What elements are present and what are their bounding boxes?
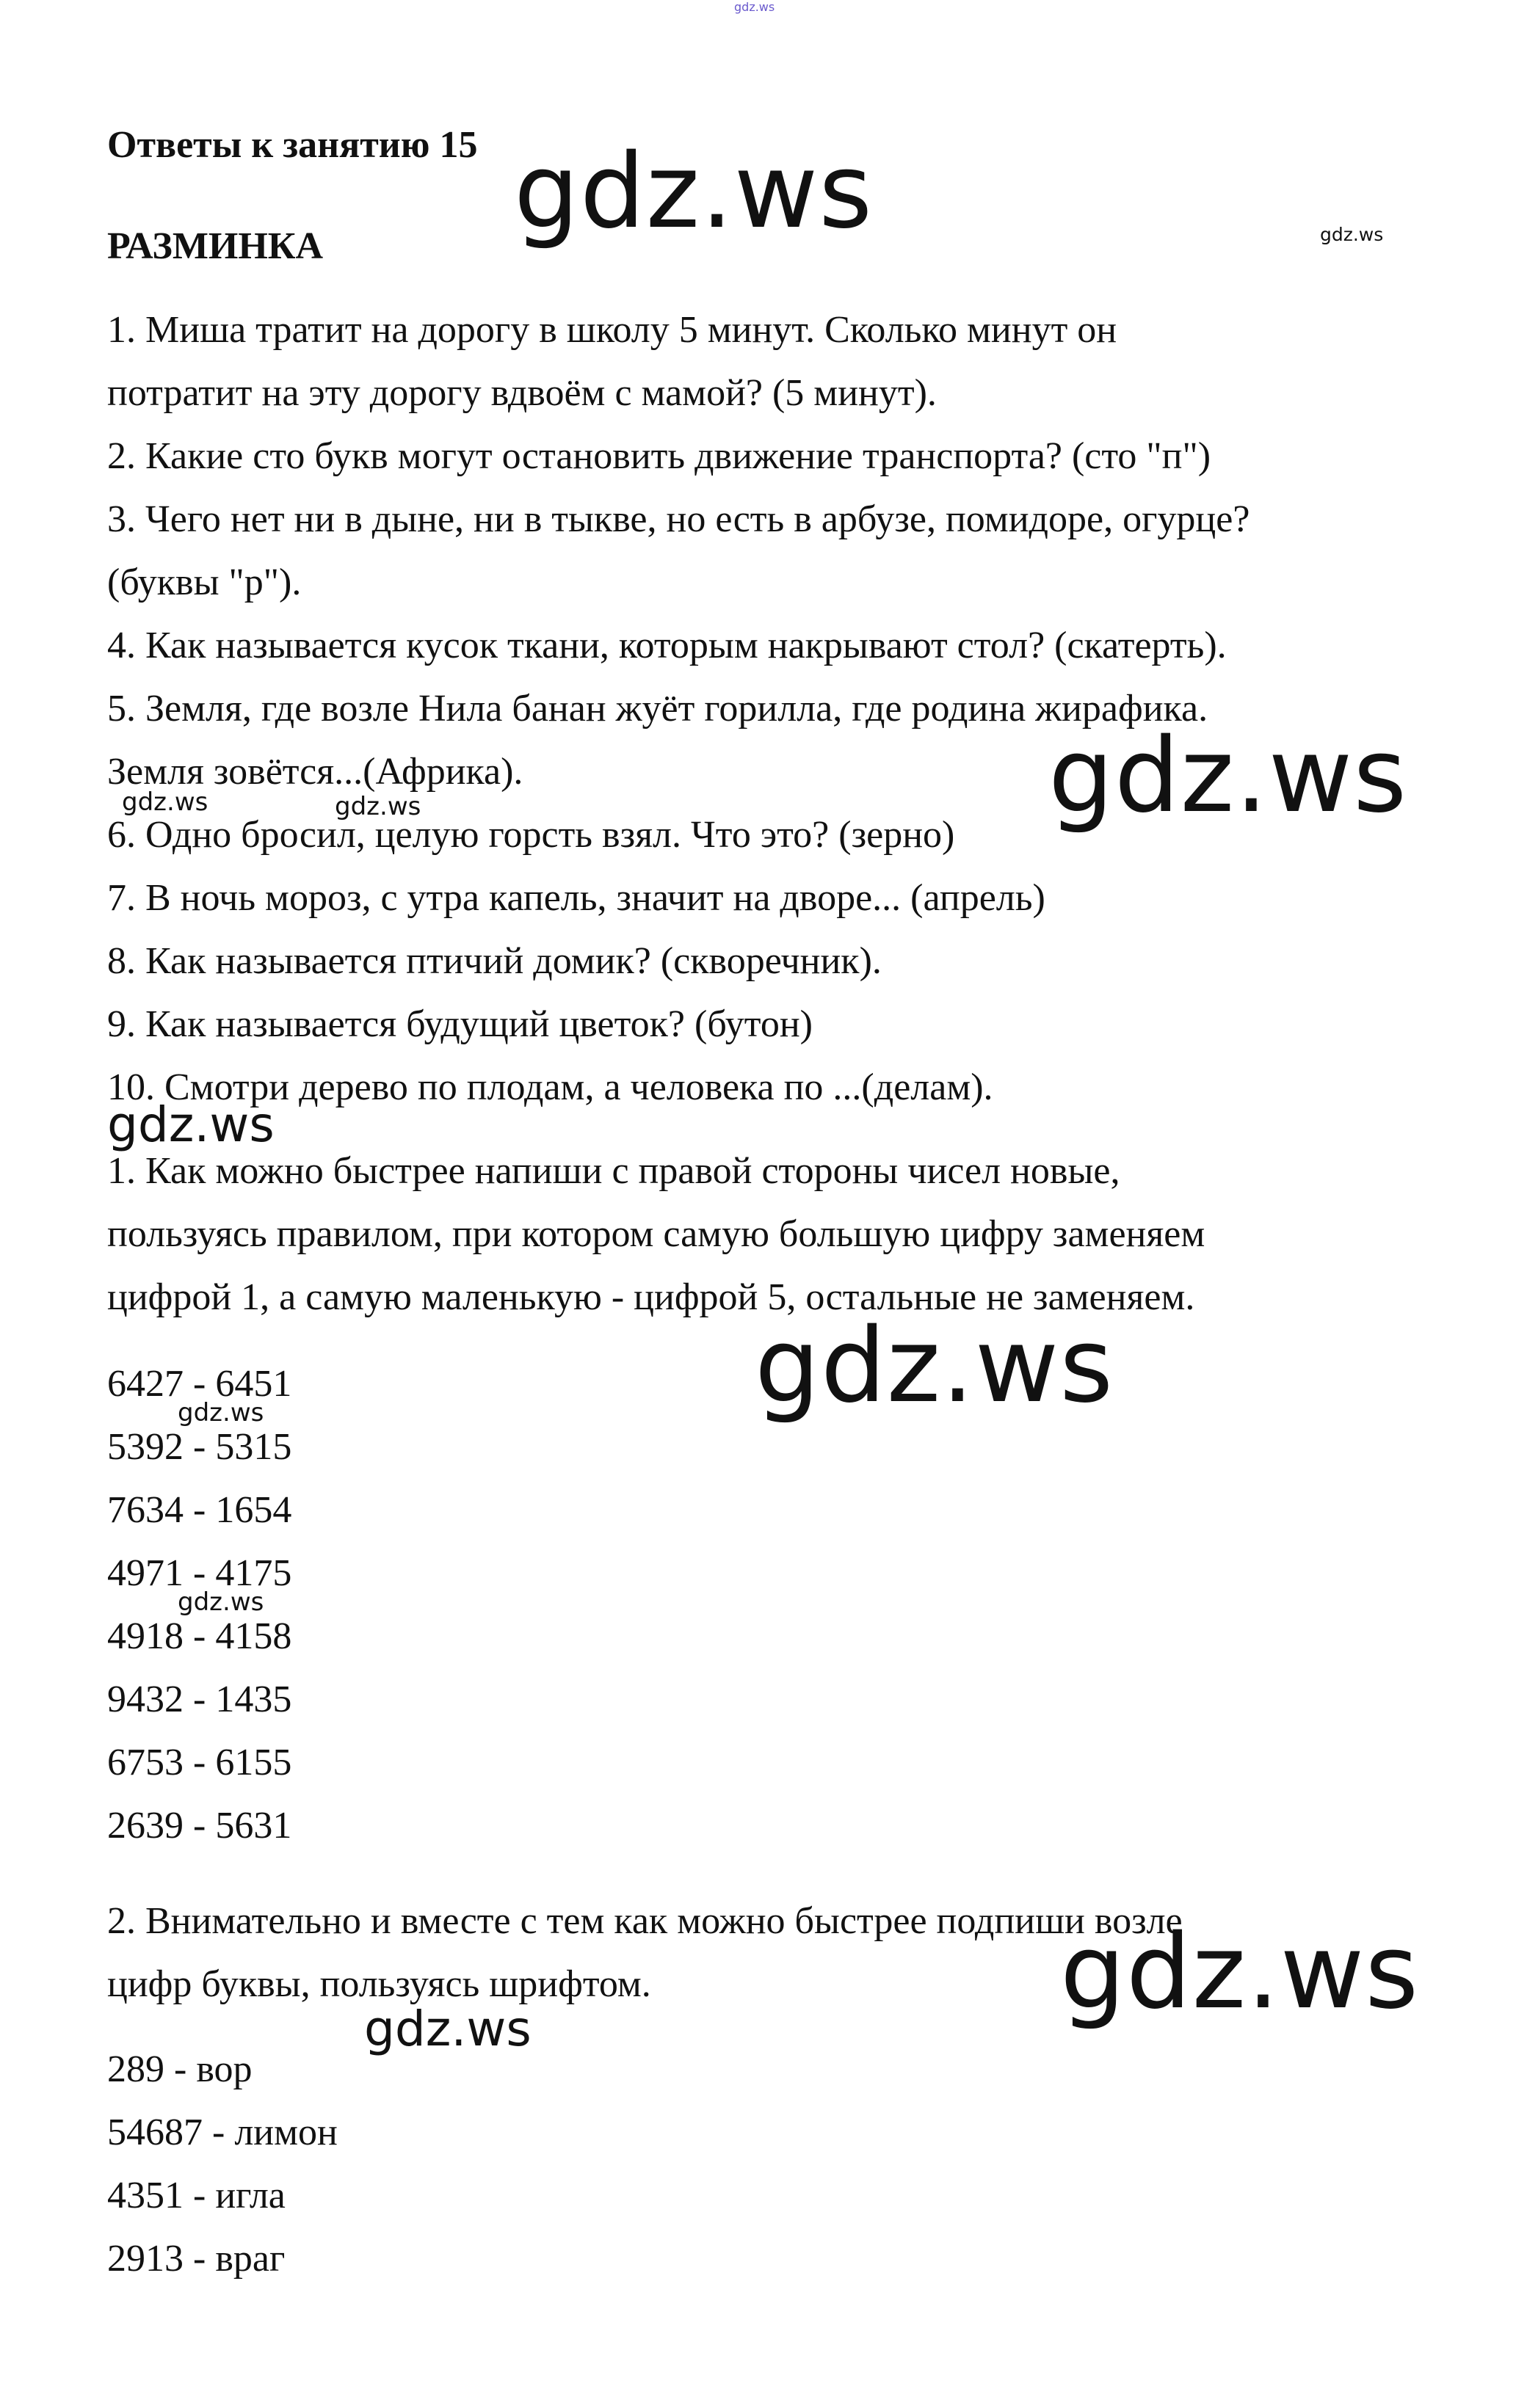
watermark-top: gdz.ws bbox=[734, 0, 775, 14]
warmup-line: 4. Как называется кусок ткани, которым накрывают стол? (скатерть). bbox=[107, 625, 1227, 666]
warmup-line: (буквы "р"). bbox=[107, 561, 302, 603]
warmup-line: 5. Земля, где возле Нила банан жуёт горилла, где родина жирафика. bbox=[107, 688, 1208, 730]
watermark-small-4: gdz.ws bbox=[178, 1398, 264, 1427]
warmup-line: 7. В ночь мороз, с утра капель, значит на дворе... (апрель) bbox=[107, 877, 1045, 919]
task2-word-pair: 54687 - лимон bbox=[107, 2111, 338, 2153]
task1-text-line: 1. Как можно быстрее напиши с правой стороны чисел новые, bbox=[107, 1150, 1120, 1192]
watermark-large-3: gdz.ws bbox=[755, 1306, 1114, 1426]
watermark-small-5: gdz.ws bbox=[178, 1587, 264, 1617]
task1-number-pair: 4918 - 4158 bbox=[107, 1615, 292, 1657]
warmup-line: 1. Миша тратит на дорогу в школу 5 минут. Сколько минут он bbox=[107, 309, 1117, 351]
task1-number-pair: 2639 - 5631 bbox=[107, 1805, 292, 1847]
task1-number-pair: 4971 - 4175 bbox=[107, 1552, 292, 1594]
watermark-large-4: gdz.ws bbox=[1060, 1913, 1420, 2032]
task1-text-line: цифрой 1, а самую маленькую - цифрой 5, остальные не заменяем. bbox=[107, 1276, 1195, 1318]
task2-word-pair: 4351 - игла bbox=[107, 2175, 286, 2216]
task2-text-line: цифр буквы, пользуясь шрифтом. bbox=[107, 1963, 651, 2005]
warmup-line: Земля зовётся...(Африка). bbox=[107, 751, 523, 793]
watermark-small-1: gdz.ws bbox=[1320, 224, 1384, 245]
warmup-line: 6. Одно бросил, целую горсть взял. Что это? (зерно) bbox=[107, 814, 955, 856]
task1-number-pair: 5392 - 5315 bbox=[107, 1426, 292, 1468]
warmup-line: потратит на эту дорогу вдвоём с мамой? (5 минут). bbox=[107, 372, 937, 414]
task1-number-pair: 6753 - 6155 bbox=[107, 1742, 292, 1783]
warmup-line: 8. Как называется птичий домик? (скворечник). bbox=[107, 940, 882, 982]
watermark-small-3: gdz.ws bbox=[335, 792, 421, 821]
task2-word-pair: 2913 - враг bbox=[107, 2238, 286, 2280]
task2-word-pair: 289 - вор bbox=[107, 2048, 253, 2090]
warmup-line: 3. Чего нет ни в дыне, ни в тыкве, но есть в арбузе, помидоре, огурце? bbox=[107, 498, 1250, 540]
watermark-small-2: gdz.ws bbox=[122, 787, 208, 817]
task1-number-pair: 7634 - 1654 bbox=[107, 1489, 292, 1531]
task1-text-line: пользуясь правилом, при котором самую большую цифру заменяем bbox=[107, 1213, 1205, 1255]
section-heading: РАЗМИНКА bbox=[107, 225, 324, 267]
task1-number-pair: 9432 - 1435 bbox=[107, 1678, 292, 1720]
page-title: Ответы к занятию 15 bbox=[107, 124, 478, 166]
watermark-large-1: gdz.ws bbox=[514, 132, 874, 252]
watermark-medium-2: gdz.ws bbox=[364, 2001, 532, 2057]
warmup-line: 10. Смотри дерево по плодам, а человека по ...(делам). bbox=[107, 1066, 993, 1108]
watermark-medium-1: gdz.ws bbox=[107, 1096, 275, 1153]
warmup-line: 2. Какие сто букв могут остановить движение транспорта? (сто "п") bbox=[107, 435, 1211, 477]
warmup-line: 9. Как называется будущий цветок? (бутон) bbox=[107, 1003, 813, 1045]
task1-number-pair: 6427 - 6451 bbox=[107, 1363, 292, 1405]
watermark-large-2: gdz.ws bbox=[1048, 716, 1408, 836]
task2-text-line: 2. Внимательно и вместе с тем как можно быстрее подпиши возле bbox=[107, 1900, 1183, 1942]
